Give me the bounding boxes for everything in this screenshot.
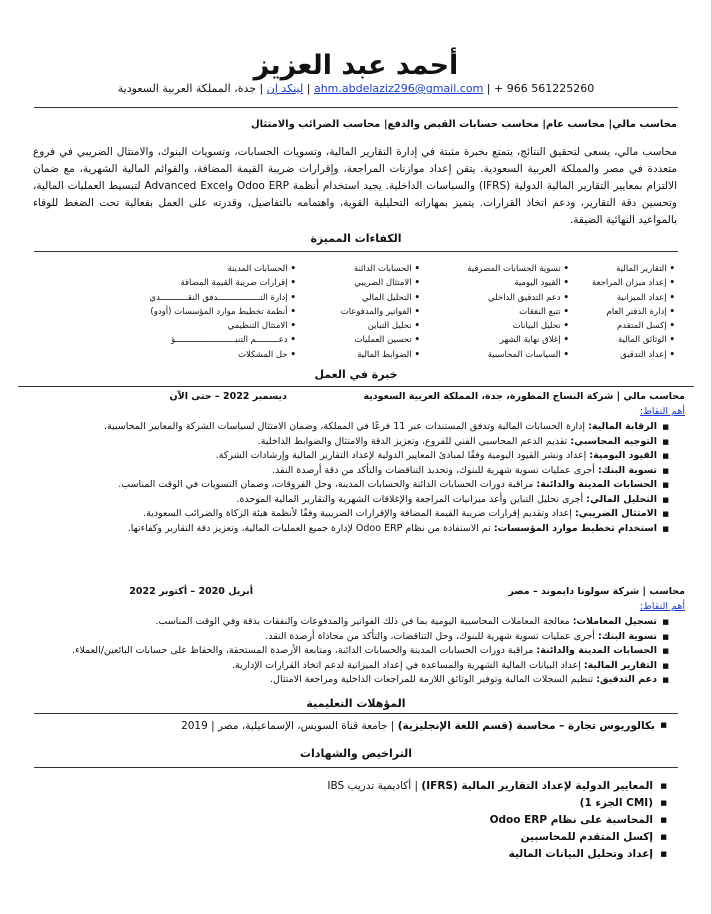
skills-grid — [31, 262, 675, 362]
job-role: محاسب | شركة سولونا دايموند – مصر — [508, 586, 685, 597]
skill-item: • الامتثال التنظيمي — [149, 319, 296, 333]
list-item: ■ التوجيه المحاسبي: تقديم الدعم المحاسبي الفني للفروع، وتعزيز الدقة والامتثال والضوابط الداخلية. — [41, 435, 669, 450]
certifications-list — [267, 778, 667, 863]
skill-item: • السياسات المحاسبية — [467, 348, 569, 362]
phone: + 966 561225260 — [494, 82, 595, 95]
list-item: ■ دعم التدقيق: تنظيم السجلات المالية وتوفير الوثائق اللازمة للمراجعات الداخلية ومراجعة الامتثال. — [41, 673, 669, 688]
skill-item: • التقارير المالية — [592, 262, 675, 276]
degree-details: | جامعة قناة السويس، الإسماعيلية، مصر | 2019 — [181, 720, 395, 732]
divider — [34, 251, 678, 252]
job-header — [25, 586, 685, 600]
skill-item: • تحليل التباين — [341, 319, 420, 333]
divider — [34, 107, 678, 108]
job-role: محاسب مالي | شركة النساج المطورة، جدة، المملكة العربية السعودية — [363, 391, 685, 402]
job-header — [25, 391, 685, 405]
section-title-skills: الكفاءات المميزة — [310, 232, 402, 245]
contact-line — [0, 82, 712, 95]
degree: بكالوريوس تجارة – محاسبة (قسم اللغة الإنجليزية) — [397, 720, 655, 732]
list-item: ■ الامتثال الضريبي: إعداد وتقديم إقرارات ضريبة القيمة المضافة والإقرارات الضريبية وفقًا لأنظمة هيئة الزكاة والضرائب السعودية. — [41, 507, 669, 522]
list-item: ■ القيود اليومية: إعداد ونشر القيود اليومية وفقًا لمبادئ المعايير الدولية لإعداد التقارير المالية وإرشادات الشركة. — [41, 449, 669, 464]
skill-item: • التحليل المالي — [341, 291, 420, 305]
job-bullets — [41, 615, 669, 688]
skills-column-4 — [149, 262, 296, 362]
section-title-certs: التراخيص والشهادات — [299, 747, 413, 760]
skill-item: • إغلاق نهاية الشهر — [467, 333, 569, 347]
highlights-label: أهم النقاط: — [639, 406, 685, 417]
separator: | — [259, 82, 264, 95]
skills-column-3 — [341, 262, 420, 362]
highlights-label: أهم النقاط: — [639, 601, 685, 612]
job-date: ديسمبر 2022 – حتى الآن — [169, 391, 287, 402]
skill-item: • الضوابط المالية — [341, 348, 420, 362]
divider — [34, 713, 678, 714]
skill-item: • إدارة التـــــــــــــــــدفق النقـــــــــــدي — [149, 291, 296, 305]
skill-item: • حل المشكلات — [149, 348, 296, 362]
list-item: ■ (CMI الجزء 1) — [267, 795, 667, 812]
candidate-name: أحمد عبد العزيز — [253, 50, 459, 81]
list-item: ■ المعايير الدولية لإعداد التقارير المالية (IFRS) | أكاديمية تدريب IBS — [267, 778, 667, 795]
linkedin-link[interactable]: لينكد إن — [266, 82, 304, 95]
list-item: ■ استخدام تخطيط موارد المؤسسات: تم الاستفادة من نظام Odoo ERP لإدارة جميع العمليات المالية، وتعزيز دقة التقارير وكفاءتها. — [41, 522, 669, 537]
skill-item: • إعداد ميزان المراجعة — [592, 276, 675, 290]
skill-item: • تحسين العمليات — [341, 333, 420, 347]
skills-column-1 — [592, 262, 675, 362]
education-entry — [181, 720, 667, 732]
list-item: ■ التحليل المالي: أجرى تحليل التباين وأعد ميزانيات المراجعة والإغلاقات الشهرية والتقارير المالية الموحدة. — [41, 493, 669, 508]
skill-item: • تحليل البيانات — [467, 319, 569, 333]
list-item: ■ تسوية البنك: أجرى عمليات تسوية شهرية للبنوك، وحل التناقضات، والتأكد من محاذاة أرصدة النقد. — [41, 630, 669, 645]
professional-summary: محاسب مالي، يسعى لتحقيق النتائج، يتمتع بخبرة مثبتة في إدارة التقارير المالية، وتسويات الحسابات، وتسويات البنوك، والامتثال الضريبي في فروع متعددة في مصر والمملكة العربية السعودية. يتقن إعداد موازنات المراجعة، وإقرارات ضريبة القيمة المضافة، والقوائم المالية الشهرية، مع ضمان الالتزام بمعايير التقارير المالية الدولية (IFRS) والسياسات الداخلية. يجيد استخدام أنظمة Odoo ERP وAdvanced Excel لتبسيط العمليات المالية، وتحسين دقة التقارير، ودعم اتخاذ القرارات. يتميز بمهاراته التحليلية القوية، واهتمامه بالتفاصيل، وقدرته على العمل بفعالية تحت الضغط للوفاء بالمواعيد النهائية الضيقة. — [33, 146, 677, 226]
location: جدة، المملكة العربية السعودية — [117, 82, 257, 95]
skill-item: • الحسابات المدينة — [149, 262, 296, 276]
skill-item: • القيود اليومية — [467, 276, 569, 290]
skill-item: • إدارة الدفتر العام — [592, 305, 675, 319]
skill-item: • إعداد الميزانية — [592, 291, 675, 305]
email-link[interactable]: ahm.abdelaziz296@gmail.com — [313, 82, 484, 95]
job-date: أبريل 2020 – أكتوبر 2022 — [129, 586, 253, 597]
skill-item: • تتبع النفقات — [467, 305, 569, 319]
list-item: ■ الحسابات المدينة والدائنة: مراقبة دورات الحسابات الدائنة والحسابات المدينة، وحل الفروقات، وضمان التسويات في الوقت المناسب. — [41, 478, 669, 493]
skill-item: • تسوية الحسابات المصرفية — [467, 262, 569, 276]
divider — [18, 386, 694, 387]
job-titles: محاسب مالي| محاسب عام| محاسب حسابات القبض والدفع| محاسب الضرائب والامتثال — [250, 119, 677, 130]
separator: | — [486, 82, 491, 95]
list-item: ■ إعداد وتحليل البيانات المالية — [267, 846, 667, 863]
list-item: ■ المحاسبة على نظام Odoo ERP — [267, 812, 667, 829]
list-item: ■ الحسابات المدينة والدائنة: مراقبة دورات الحسابات المدينة والحسابات الدائنة، ومتابعة الأرصدة المستحقة، والحفاظ على حسابات البائعين/العملاء. — [41, 644, 669, 659]
skill-item: • إعداد التدقيق — [592, 348, 675, 362]
skill-item: • دعم التدقيق الداخلي — [467, 291, 569, 305]
separator: | — [306, 82, 311, 95]
skill-item: • الحسابات الدائنة — [341, 262, 420, 276]
list-item: ■ إكسل المتقدم للمحاسبين — [267, 829, 667, 846]
list-item: ■ تسجيل المعاملات: معالجة المعاملات المحاسبية اليومية بما في ذلك الفواتير والمدفوعات والنفقات بدقة وفي الوقت المناسب. — [41, 615, 669, 630]
divider — [34, 767, 678, 768]
skill-item: • دعـــــــــم التنبــــــــــــــــــــــــؤ — [149, 333, 296, 347]
job-bullets — [41, 420, 669, 536]
skill-item: • إقرارات ضريبة القيمة المضافة — [149, 276, 296, 290]
skills-column-2 — [467, 262, 569, 362]
skill-item: • أنظمة تخطيط موارد المؤسسات (أودو) — [149, 305, 296, 319]
skill-item: • إكسل المتقدم — [592, 319, 675, 333]
list-item: ■ الرقابة المالية: إدارة الحسابات المالية وتدفق المستندات عبر 11 فرعًا في المملكة، وضمان الامتثال لسياسات الشركة والمعايير المحاسبية. — [41, 420, 669, 435]
skill-item: • الامتثال الضريبي — [341, 276, 420, 290]
section-title-experience: خبرة في العمل — [314, 368, 398, 381]
list-item: ■ تسوية البنك: أجرى عمليات تسوية شهرية للبنوك، وتحديد التناقضات والتأكد من دقة أرصدة النقد. — [41, 464, 669, 479]
section-title-education: المؤهلات التعليمية — [306, 697, 406, 710]
list-item: ■ التقارير المالية: إعداد البيانات المالية الشهرية والمساعدة في إعداد الميزانية لدعم اتخاذ القرارات الإدارية. — [41, 659, 669, 674]
skill-item: • الفواتير والمدفوعات — [341, 305, 420, 319]
skill-item: • الوثائق المالية — [592, 333, 675, 347]
